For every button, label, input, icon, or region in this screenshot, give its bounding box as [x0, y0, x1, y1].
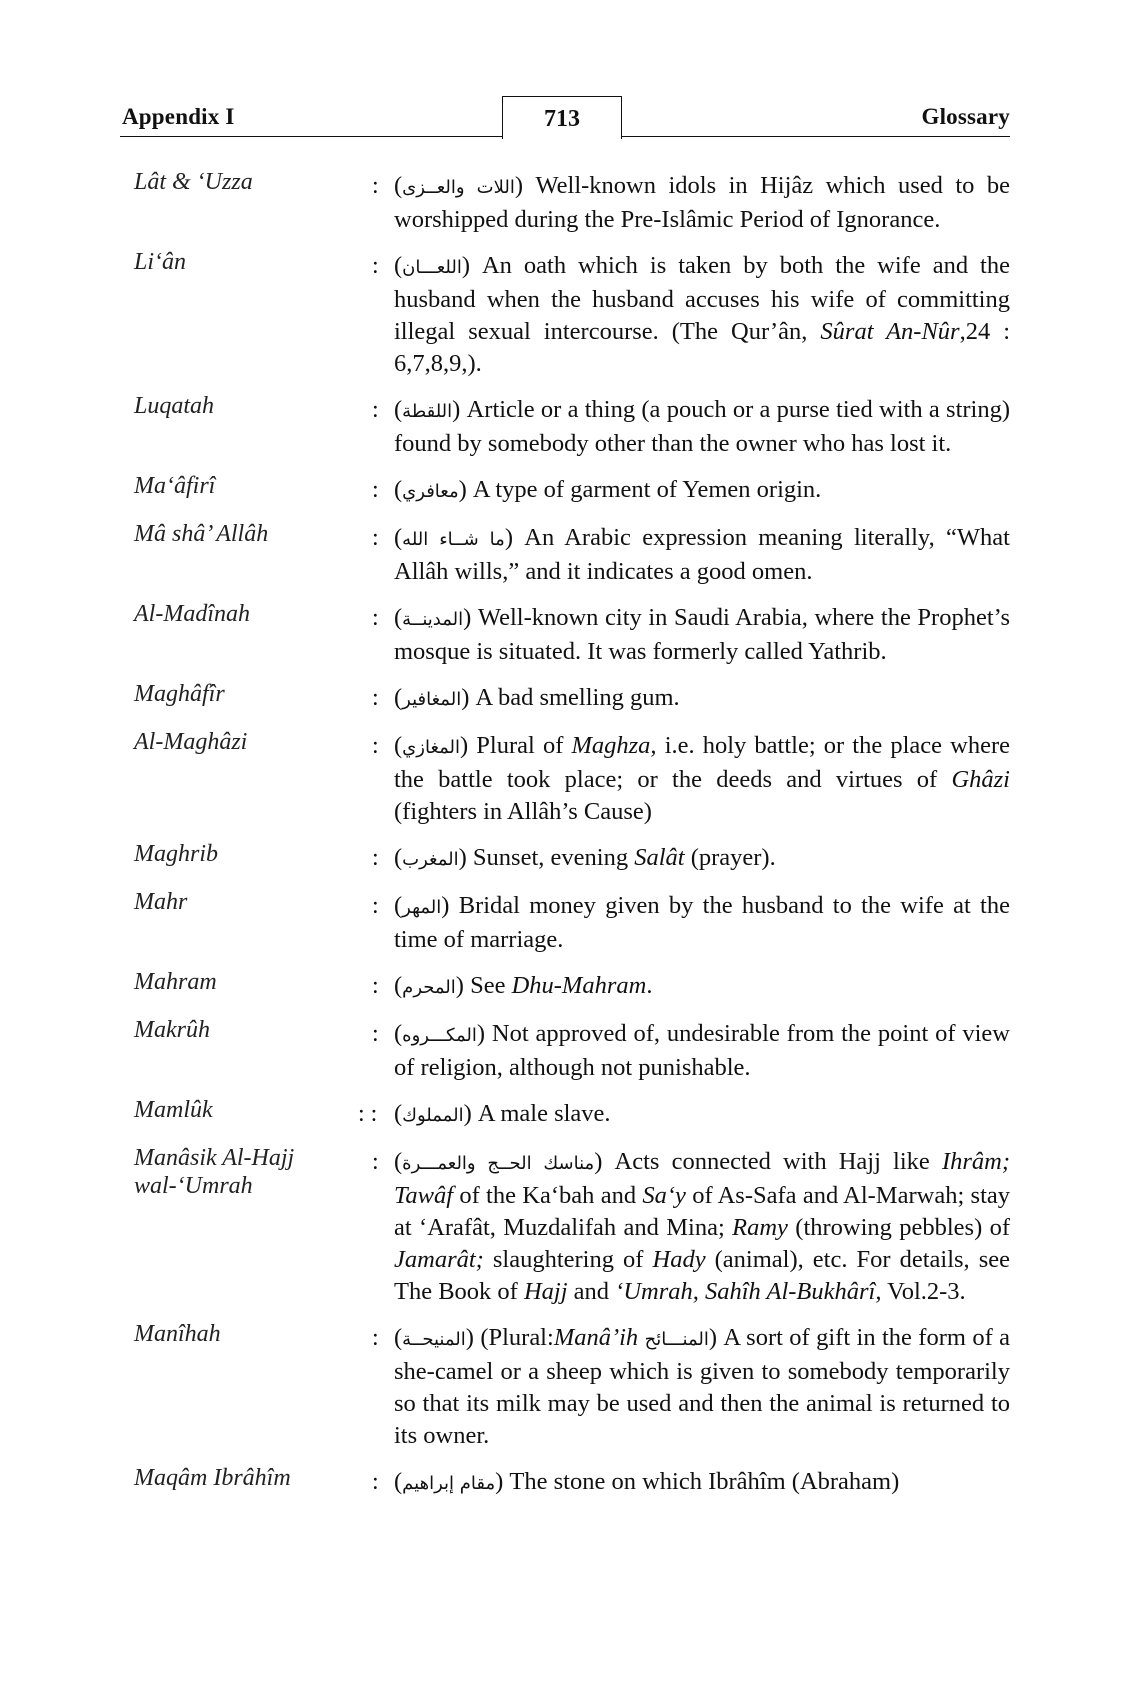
entry-term: Manîhah	[134, 1321, 221, 1347]
definition-text: A sort of gift in the form of a she-camel or a sheep which is given to somebody temporarily so that its milk may be used and then the animal is returned to its owner.	[394, 1324, 1010, 1449]
arabic-term: ما شــاء الله	[402, 529, 505, 550]
glossary-entry	[132, 888, 1010, 956]
definition-text: Plural of	[476, 732, 564, 759]
entry-definition: (المملوك) A male slave.	[394, 1100, 611, 1127]
entry-colon: :	[372, 845, 379, 871]
definition-text: A bad smelling gum.	[475, 684, 680, 711]
emphasis-term: Hajj	[523, 1278, 568, 1305]
entry-term: Maghrib	[134, 841, 218, 867]
glossary-entry	[132, 840, 1010, 876]
entry-colon: :	[372, 477, 379, 503]
glossary-entry	[132, 680, 1010, 716]
arabic-term: المنيحــة	[402, 1329, 466, 1350]
definition-text: (fighters in Allâh’s Cause)	[394, 798, 652, 825]
arabic-term: اللعـــان	[402, 257, 462, 278]
arabic-term: المملوك	[402, 1105, 464, 1126]
arabic-term: المنـــائح	[644, 1329, 709, 1350]
entry-definition: (ما شــاء الله) An Arabic expression meaning literally, “What Allâh wills,” and it indicates a good omen.	[394, 524, 1010, 585]
glossary-list	[132, 168, 1010, 1512]
definition-text: Article or a thing (a pouch or a purse tied with a string) found by somebody other than the owner who has lost it.	[394, 396, 1010, 457]
entry-term: Maqâm Ibrâhîm	[134, 1465, 291, 1491]
entry-definition: (المغازي) Plural of Maghza, i.e. holy battle; or the place where the battle took place; or the deeds and virtues of Ghâzi (fighters in Allâh’s Cause)	[394, 732, 1010, 825]
entry-definition: (المغرب) Sunset, evening Salât (prayer).	[394, 844, 776, 871]
entry-term: Al-Maghâzi	[134, 729, 248, 755]
entry-colon: :	[372, 733, 379, 759]
entry-colon: :	[372, 253, 379, 279]
entry-colon: :	[372, 685, 379, 711]
plural-label: (Plural:	[480, 1324, 554, 1351]
entry-term: Lât & ‘Uzza	[134, 169, 253, 195]
emphasis-term: Ramy	[732, 1214, 788, 1241]
arabic-term: مناسك الحــج والعمـــرة	[402, 1153, 595, 1174]
entry-term: Luqatah	[134, 393, 215, 419]
definition-text: See	[470, 972, 506, 999]
definition-text: (animal), etc. For details, see The Book of	[394, 1246, 1010, 1305]
definition-text: (prayer).	[690, 844, 776, 871]
arabic-term: المغرب	[402, 849, 459, 870]
entry-colon: :	[372, 397, 379, 423]
arabic-term: المدينــة	[402, 609, 464, 630]
entry-term: Ma‘âfirî	[134, 473, 216, 499]
entry-definition: (اللعـــان) An oath which is taken by both the wife and the husband when the husband accuses his wife of committing illegal sexual intercourse. (The Qur’ân, Sûrat An-Nûr,24 : 6,7,8,9,).	[394, 252, 1011, 377]
emphasis-term: Sa‘y	[642, 1182, 686, 1209]
definition-text: Not approved of, undesirable from the point of view of religion, although not punishable.	[394, 1020, 1010, 1081]
emphasis-term: Ihrâm; Tawâf	[394, 1148, 1010, 1209]
glossary-entry	[132, 248, 1010, 380]
entry-term: Makrûh	[134, 1017, 210, 1043]
emphasis-term: Maghza,	[571, 732, 657, 759]
entry-definition: (المنيحــة) (Plural:Manâ’ih المنـــائح) A sort of gift in the form of a she-camel or a sheep which is given to somebody temporarily so that its milk may be used and then the animal is returned to its owner.	[394, 1324, 1010, 1449]
definition-text: i.e. holy battle; or the place where the battle took place; or the deeds and virtues of	[394, 732, 1010, 793]
emphasis-term: Jamarât;	[394, 1246, 484, 1273]
arabic-term: اللات والعــزى	[402, 177, 515, 198]
glossary-entry	[132, 392, 1010, 460]
definition-text: and	[573, 1278, 610, 1305]
glossary-entry	[132, 968, 1010, 1004]
running-header	[120, 96, 1010, 140]
entry-term: Manâsik Al-Hajj wal-‘Umrah	[134, 1145, 295, 1199]
glossary-entry	[132, 1320, 1010, 1452]
definition-text: A male slave.	[477, 1100, 611, 1127]
entry-definition: (المدينــة) Well-known city in Saudi Arabia, where the Prophet’s mosque is situated. It was formerly called Yathrib.	[394, 604, 1010, 665]
entry-colon: :	[372, 173, 379, 199]
entry-colon: :	[372, 1325, 379, 1351]
entry-definition: (المغافير) A bad smelling gum.	[394, 684, 680, 711]
entry-colon: :	[372, 605, 379, 631]
definition-text: Acts connected with Hajj like	[614, 1148, 930, 1175]
chapter-label: Glossary	[921, 104, 1010, 129]
arabic-term: المكـــروه	[402, 1025, 477, 1046]
entry-colon: :	[372, 1469, 379, 1495]
emphasis-term: Ghâzi	[951, 766, 1010, 793]
definition-text: A type of garment of Yemen origin.	[472, 476, 822, 503]
definition-text: An Arabic expression meaning literally, “What Allâh wills,” and it indicates a good omen.	[394, 524, 1010, 585]
definition-text: of As-Safa and Al-Marwah; stay at ‘Arafât, Muzdalifah and Mina;	[394, 1182, 1011, 1241]
entry-definition: (مقام إبراهيم) The stone on which Ibrâhîm (Abraham)	[394, 1468, 900, 1495]
definition-text: slaughtering of	[492, 1246, 644, 1273]
glossary-entry	[132, 728, 1010, 828]
definition-text: of the Ka‘bah and	[459, 1182, 637, 1209]
glossary-entry	[132, 1464, 1010, 1500]
entry-colon: :	[372, 1021, 379, 1047]
definition-text: An oath which is taken by both the wife and the husband when the husband accuses his wife of committing illegal sexual intercourse. (The Qur’ân,	[394, 252, 1010, 345]
arabic-term: المهر	[402, 897, 442, 918]
definition-tail: ,24 : 6,7,8,9,).	[394, 318, 1011, 377]
entry-definition: (معافري) A type of garment of Yemen origin.	[394, 476, 822, 503]
entry-colon: :	[372, 893, 379, 919]
definition-text: .	[646, 972, 653, 999]
definition-text: Sunset, evening	[472, 844, 629, 871]
entry-definition: (المهر) Bridal money given by the husband to the wife at the time of marriage.	[394, 892, 1010, 953]
entry-colon: :	[372, 525, 379, 551]
entry-definition: (اللات والعــزى) Well-known idols in Hijâz which used to be worshipped during the Pre-Islâmic Period of Ignorance.	[394, 172, 1010, 233]
arabic-term: معافري	[402, 481, 459, 502]
entry-term: Mâ shâ’ Allâh	[134, 521, 269, 547]
entry-colon: :	[372, 1149, 379, 1175]
entry-definition: (المحرم) See Dhu-Mahram.	[394, 972, 653, 999]
entry-definition: (اللقطة) Article or a thing (a pouch or a purse tied with a string) found by somebody other than the owner who has lost it.	[394, 396, 1010, 457]
entry-definition: (مناسك الحــج والعمـــرة) Acts connected with Hajj like Ihrâm; Tawâf of the Ka‘bah and Sa‘y of As-Safa and Al-Marwah; stay at ‘Arafât, Muzdalifah and Mina; Ramy (throwing pebbles) of Jamarât; slaughtering of Hady (animal), etc. For details, see The Book of Hajj and ‘Umrah, Sahîh Al-Bukhârî, Vol.2-3.	[394, 1148, 1011, 1305]
arabic-term: المحرم	[402, 977, 456, 998]
emphasis-term: Hady	[652, 1246, 706, 1273]
definition-text: Well-known city in Saudi Arabia, where the Prophet’s mosque is situated. It was formerly called Yathrib.	[394, 604, 1010, 665]
entry-term: Mahram	[134, 969, 217, 995]
arabic-term: مقام إبراهيم	[402, 1473, 496, 1494]
definition-text: Well-known idols in Hijâz which used to be worshipped during the Pre-Islâmic Period of Ignorance.	[394, 172, 1010, 233]
emphasis-term: Dhu-Mahram	[511, 972, 647, 999]
emphasis-term: Manâ’ih	[553, 1324, 639, 1351]
arabic-term: المغازي	[402, 737, 461, 758]
section-label: Appendix I	[122, 104, 235, 129]
glossary-entry	[132, 520, 1010, 588]
entry-term: Li‘ân	[134, 249, 187, 275]
definition-text: Bridal money given by the husband to the wife at the time of marriage.	[394, 892, 1010, 953]
entry-definition: (المكـــروه) Not approved of, undesirable from the point of view of religion, although not punishable.	[394, 1020, 1010, 1081]
glossary-entry	[132, 600, 1010, 668]
page-number: 713	[502, 96, 622, 139]
glossary-entry	[132, 472, 1010, 508]
entry-term: Al-Madînah	[134, 601, 250, 627]
entry-term: Mamlûk	[134, 1097, 213, 1123]
entry-colon: ::	[358, 1101, 384, 1127]
glossary-entry	[132, 168, 1010, 236]
entry-term: Mahr	[134, 889, 188, 915]
emphasis-term: Salât	[634, 844, 685, 871]
entry-colon: :	[372, 973, 379, 999]
glossary-entry	[132, 1016, 1010, 1084]
glossary-entry	[132, 1144, 1010, 1308]
definition-text: Vol.2-3.	[887, 1278, 966, 1305]
arabic-term: المغافير	[402, 689, 462, 710]
arabic-term: اللقطة	[402, 401, 453, 422]
definition-text: The stone on which Ibrâhîm (Abraham)	[509, 1468, 900, 1495]
emphasis-term: ‘Umrah, Sahîh Al-Bukhârî,	[615, 1278, 882, 1305]
glossary-entry	[132, 1096, 1010, 1132]
surah-name: Sûrat An-Nûr	[820, 318, 960, 345]
definition-text: (throwing pebbles) of	[795, 1214, 1011, 1241]
entry-term: Maghâfîr	[134, 681, 225, 707]
